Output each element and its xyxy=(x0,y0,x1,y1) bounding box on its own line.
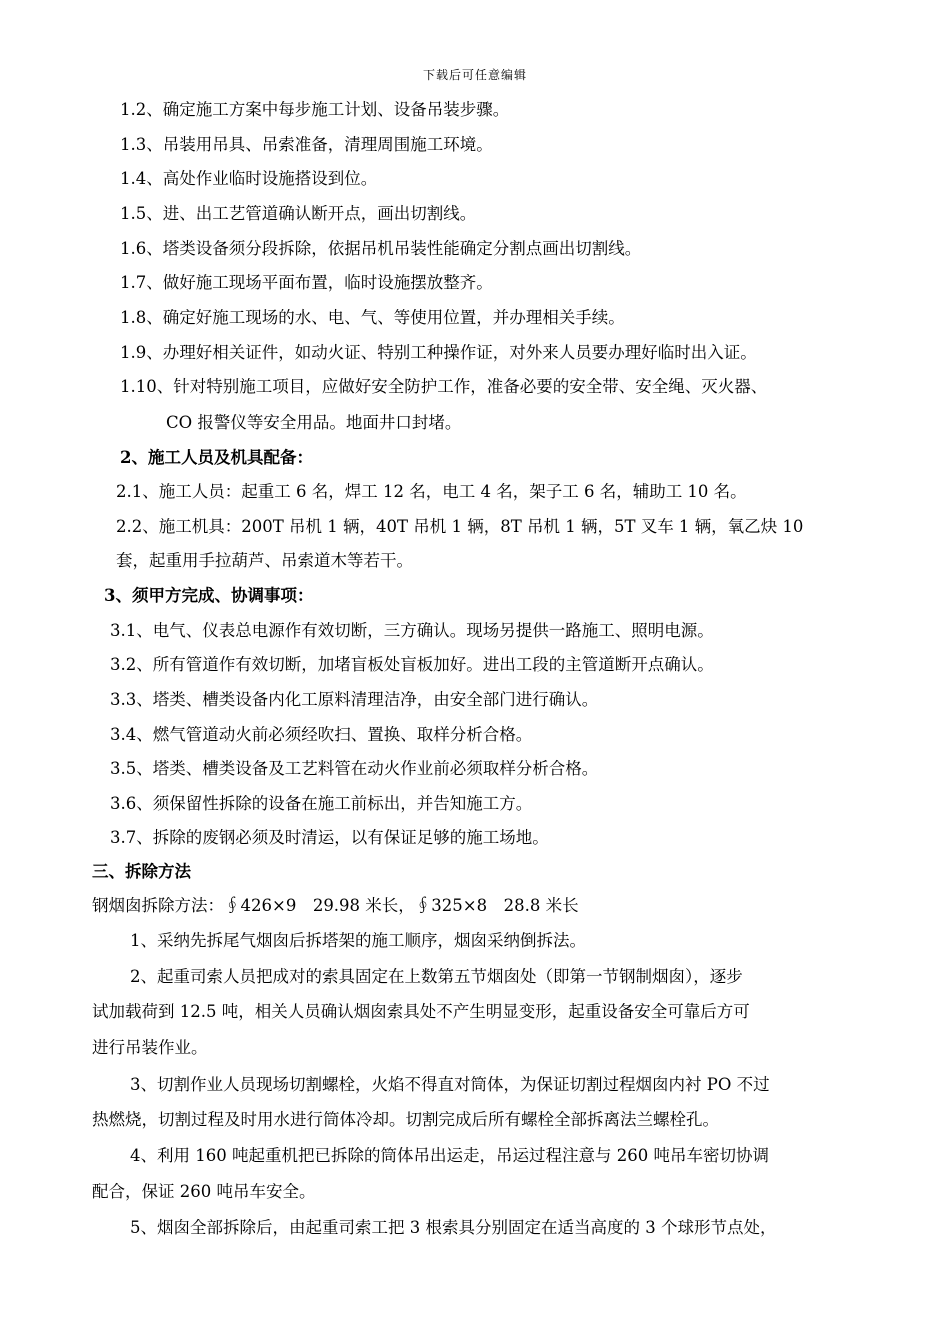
text-line: 1.10、针对特别施工项目，应做好安全防护工作，准备必要的安全带、安全绳、灭火器、 xyxy=(120,377,768,396)
text-line: 1.2、确定施工方案中每步施工计划、设备吊装步骤。 xyxy=(120,100,510,119)
text-line: 3、切割作业人员现场切割螺栓，火焰不得直对筒体，为保证切割过程烟囱内衬 PO 不过 xyxy=(130,1075,770,1094)
text-line: 进行吊装作业。 xyxy=(92,1038,208,1057)
text-line: 4、利用 160 吨起重机把已拆除的筒体吊出运走，吊运过程注意与 260 吨吊车密切协调 xyxy=(130,1146,769,1165)
text-line: 3.1、电气、仪表总电源作有效切断，三方确认。现场另提供一路施工、照明电源。 xyxy=(110,621,714,640)
text-line: 2.1、施工人员：起重工 6 名，焊工 12 名，电工 4 名，架子工 6 名，辅助工 10 名。 xyxy=(116,482,747,501)
text-line: 3.2、所有管道作有效切断，加堵盲板处盲板加好。进出工段的主管道断开点确认。 xyxy=(110,655,714,674)
text-line: 套，起重用手拉葫芦、吊索道木等若干。 xyxy=(116,551,413,570)
text-line: 3.4、燃气管道动火前必须经吹扫、置换、取样分析合格。 xyxy=(110,725,533,744)
text-line: 1.3、吊装用吊具、吊索准备，清理周围施工环境。 xyxy=(120,135,493,154)
text-line: 1.5、进、出工艺管道确认断开点，画出切割线。 xyxy=(120,204,477,223)
text-line: 1.4、高处作业临时设施搭设到位。 xyxy=(120,169,378,188)
text-line: 3.6、须保留性拆除的设备在施工前标出，并告知施工方。 xyxy=(110,794,533,813)
text-line: 2、起重司索人员把成对的索具固定在上数第五节烟囱处（即第一节钢制烟囱），逐步 xyxy=(130,967,743,986)
text-line: 1.9、办理好相关证件，如动火证、特别工种操作证，对外来人员要办理好临时出入证。 xyxy=(120,343,757,362)
text-line: 1.7、做好施工现场平面布置，临时设施摆放整齐。 xyxy=(120,273,493,292)
text-line: 3.3、塔类、槽类设备内化工原料清理洁净，由安全部门进行确认。 xyxy=(110,690,599,709)
text-line: 试加载荷到 12.5 吨，相关人员确认烟囱索具处不产生明显变形，起重设备安全可靠后方可 xyxy=(92,1002,750,1021)
text-line: CO 报警仪等安全用品。地面井口封堵。 xyxy=(166,413,462,432)
text-line: 1.6、塔类设备须分段拆除，依据吊机吊装性能确定分割点画出切割线。 xyxy=(120,239,642,258)
text-line: 热燃烧，切割过程及时用水进行筒体冷却。切割完成后所有螺栓全部拆离法兰螺栓孔。 xyxy=(92,1110,719,1129)
text-line: 2.2、施工机具：200T 吊机 1 辆，40T 吊机 1 辆，8T 吊机 1 辆，5T 叉车 1 辆，氧乙炔 10 xyxy=(116,517,804,536)
section-heading: 3、须甲方完成、协调事项： xyxy=(104,586,314,605)
text-line: 3.5、塔类、槽类设备及工艺料管在动火作业前必须取样分析合格。 xyxy=(110,759,599,778)
section-heading: 三、拆除方法 xyxy=(92,862,191,881)
section-heading: 2、施工人员及机具配备： xyxy=(120,448,313,467)
text-line: 5、烟囱全部拆除后，由起重司索工把 3 根索具分别固定在适当高度的 3 个球形节点处， xyxy=(130,1218,777,1237)
text-line: 3.7、拆除的废钢必须及时清运，以有保证足够的施工场地。 xyxy=(110,828,549,847)
text-line: 钢烟囱拆除方法：∮426×9 29.98 米长，∮325×8 28.8 米长 xyxy=(92,896,579,915)
text-line: 配合，保证 260 吨吊车安全。 xyxy=(92,1182,316,1201)
text-line: 1、采纳先拆尾气烟囱后拆塔架的施工顺序，烟囱采纳倒拆法。 xyxy=(130,931,586,950)
page-header: 下载后可任意编辑 xyxy=(422,68,527,82)
text-line: 1.8、确定好施工现场的水、电、气、等使用位置，并办理相关手续。 xyxy=(120,308,625,327)
